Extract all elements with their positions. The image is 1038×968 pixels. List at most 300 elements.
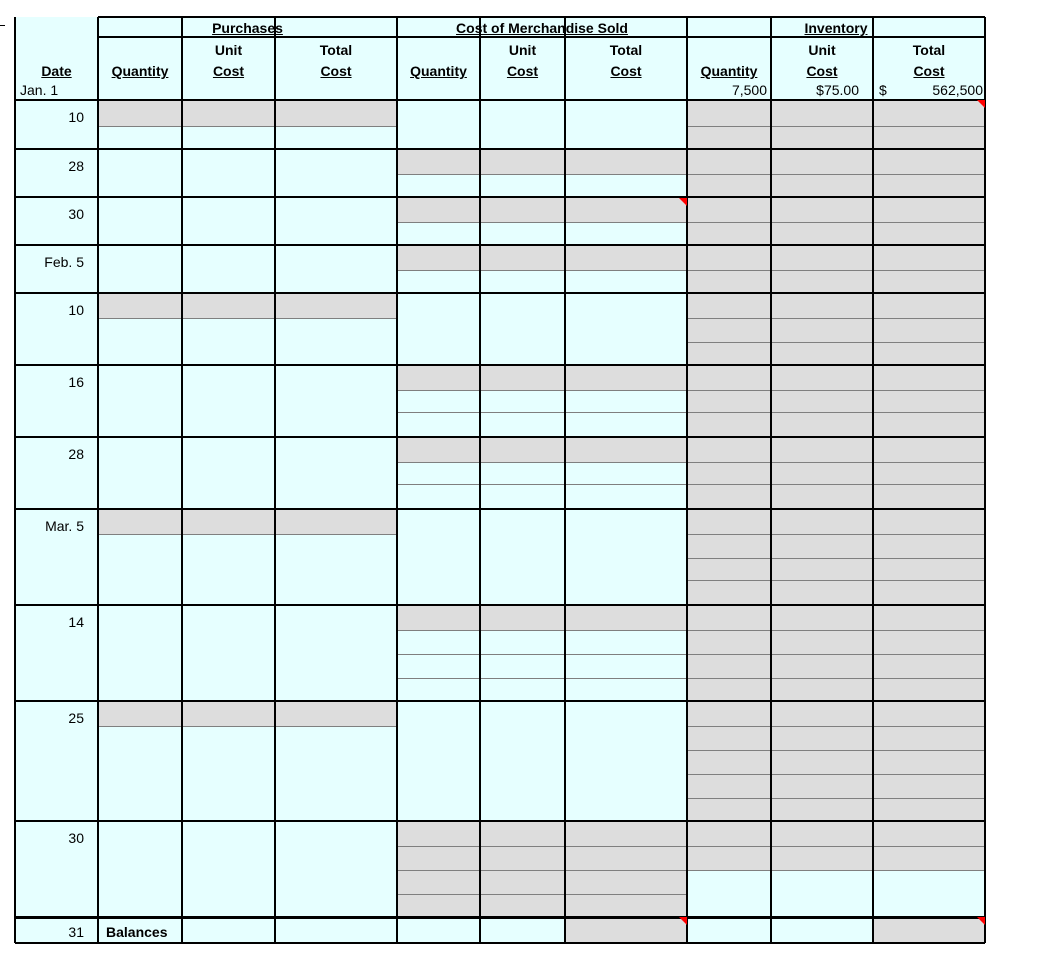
c-qty-input [397, 246, 480, 270]
i-unit-input [771, 412, 873, 436]
i-qty-input [687, 606, 771, 630]
i-unit-input [771, 678, 873, 700]
p-total-input[interactable] [275, 246, 397, 292]
i-unit-input [771, 630, 873, 654]
comment-marker-icon [679, 917, 687, 925]
p-total-input[interactable] [275, 150, 397, 196]
p-total-input [275, 101, 397, 126]
i-unit-balance-input[interactable] [771, 919, 873, 942]
i-qty-balance-input[interactable] [687, 919, 771, 942]
row-date: 10 [68, 302, 84, 318]
c-unit-input[interactable] [480, 462, 565, 484]
bottom-rule [687, 942, 985, 944]
i-qty-input [687, 630, 771, 654]
purchases-total-cost-heading: Cost [320, 63, 352, 79]
c-total-input [565, 438, 687, 462]
i-qty-input [687, 126, 771, 148]
i-unit-input[interactable] [771, 870, 873, 916]
c-qty-input[interactable] [397, 390, 480, 412]
line-rule [687, 678, 985, 679]
i-unit-input [771, 174, 873, 196]
header-group-rule [98, 36, 985, 38]
c-unit-input [480, 846, 565, 870]
line-rule [687, 412, 985, 413]
i-unit-input [771, 534, 873, 558]
p-qty-input[interactable] [98, 126, 182, 148]
i-qty-input [687, 390, 771, 412]
line-rule [687, 222, 985, 223]
i-unit-input [771, 822, 873, 846]
row-date: 28 [68, 158, 84, 174]
c-qty-input[interactable] [397, 702, 480, 820]
c-unit-input [480, 366, 565, 390]
column-rule [181, 17, 183, 943]
purchases-unit-cost-heading: Cost [212, 63, 245, 79]
p-unit-balance-input[interactable] [182, 919, 275, 942]
c-qty-input [397, 438, 480, 462]
i-qty-input [687, 150, 771, 174]
i-unit-input [771, 654, 873, 678]
i-qty-input [687, 798, 771, 820]
p-qty-input[interactable] [98, 198, 182, 244]
c-unit-input[interactable] [480, 101, 565, 148]
p-total-input[interactable] [275, 198, 397, 244]
line-rule [98, 534, 397, 535]
c-qty-input[interactable] [397, 484, 480, 508]
p-qty-input[interactable] [98, 318, 182, 364]
opening-currency: $ [879, 82, 887, 98]
p-total-input [275, 510, 397, 534]
i-unit-input [771, 484, 873, 508]
i-qty-input [687, 222, 771, 244]
opening-date: Jan. 1 [20, 82, 59, 98]
i-qty-input [687, 654, 771, 678]
comment-marker-icon [977, 917, 985, 925]
row-date: Feb. 5 [44, 254, 84, 270]
p-qty-input[interactable] [98, 534, 182, 604]
p-unit-input[interactable] [182, 534, 275, 604]
i-total-input [873, 678, 985, 700]
c-total-input[interactable] [565, 270, 687, 292]
c-total-input[interactable] [565, 390, 687, 412]
line-rule [397, 270, 687, 271]
p-total-input[interactable] [275, 726, 397, 820]
c-unit-input [480, 894, 565, 916]
c-qty-input[interactable] [397, 462, 480, 484]
i-qty-input [687, 246, 771, 270]
line-rule [397, 462, 687, 463]
c-qty-input[interactable] [397, 101, 480, 148]
line-rule [687, 342, 985, 343]
i-qty-input [687, 270, 771, 292]
p-unit-input[interactable] [182, 726, 275, 820]
inventory-total-cost-heading: Cost [913, 63, 945, 79]
c-qty-input [397, 606, 480, 630]
line-rule [397, 222, 687, 223]
c-unit-input[interactable] [480, 412, 565, 436]
p-total-input [275, 702, 397, 726]
p-unit-input[interactable] [182, 438, 275, 508]
i-qty-input [687, 534, 771, 558]
c-total-input[interactable] [565, 462, 687, 484]
i-total-input [873, 390, 985, 412]
row-date: 28 [68, 446, 84, 462]
i-unit-input [771, 774, 873, 798]
i-qty-input [687, 462, 771, 484]
c-qty-input[interactable] [397, 222, 480, 244]
i-total-input [873, 126, 985, 148]
i-unit-input [771, 726, 873, 750]
opening-unit-cost: $75.00 [816, 82, 859, 98]
i-qty-input [687, 750, 771, 774]
line-rule [687, 270, 985, 271]
p-qty-input[interactable] [98, 246, 182, 292]
p-qty-input[interactable] [98, 366, 182, 436]
inventory-unit-heading: Unit [808, 42, 836, 58]
i-qty-input [687, 366, 771, 390]
cogs-total-heading: Total [609, 42, 643, 58]
p-unit-input[interactable] [182, 318, 275, 364]
p-unit-input[interactable] [182, 150, 275, 196]
c-total-input[interactable] [565, 484, 687, 508]
c-qty-input[interactable] [397, 678, 480, 700]
c-unit-input [480, 150, 565, 174]
i-unit-input [771, 342, 873, 364]
i-total-input [873, 798, 985, 820]
p-unit-input [182, 294, 275, 318]
p-unit-input[interactable] [182, 198, 275, 244]
c-unit-input[interactable] [480, 654, 565, 678]
c-total-input[interactable] [565, 101, 687, 148]
i-unit-input [771, 198, 873, 222]
c-total-input[interactable] [565, 678, 687, 700]
i-total-input [873, 580, 985, 604]
i-unit-input [771, 846, 873, 870]
p-total-input[interactable] [275, 318, 397, 364]
c-unit-input [480, 438, 565, 462]
purchases-heading: Purchases [212, 20, 283, 36]
line-rule [687, 630, 985, 631]
column-rule [984, 17, 986, 943]
c-qty-input [397, 198, 480, 222]
i-unit-input [771, 294, 873, 318]
i-unit-input [771, 126, 873, 148]
opening-total-cost: 562,500 [932, 82, 983, 98]
i-unit-input [771, 222, 873, 244]
c-qty-input[interactable] [397, 630, 480, 654]
p-total-input[interactable] [275, 366, 397, 436]
i-qty-input [687, 678, 771, 700]
line-rule [687, 126, 985, 127]
c-unit-input[interactable] [480, 702, 565, 820]
line-rule [98, 126, 397, 127]
c-qty-balance-input[interactable] [397, 919, 480, 942]
i-qty-input [687, 558, 771, 580]
i-total-input [873, 534, 985, 558]
line-rule [397, 484, 687, 485]
c-total-input [565, 150, 687, 174]
p-qty-input[interactable] [98, 606, 182, 700]
balances-date: 31 [68, 924, 84, 940]
comment-marker-icon [977, 100, 985, 108]
c-unit-input[interactable] [480, 630, 565, 654]
i-total-input [873, 462, 985, 484]
line-rule [397, 390, 687, 391]
c-unit-input[interactable] [480, 174, 565, 196]
i-qty-input [687, 342, 771, 364]
line-rule [98, 318, 397, 319]
purchases-quantity-heading: Quantity [111, 63, 169, 79]
i-unit-input [771, 558, 873, 580]
c-total-balance [565, 919, 687, 942]
i-unit-input [771, 366, 873, 390]
i-total-input [873, 174, 985, 196]
purchases-total-heading: Total [319, 42, 353, 58]
bottom-rule [15, 942, 687, 944]
i-qty-input [687, 726, 771, 750]
i-total-input [873, 630, 985, 654]
i-total-input [873, 366, 985, 390]
column-rule [770, 17, 772, 943]
i-unit-input [771, 606, 873, 630]
i-total-input [873, 774, 985, 798]
c-total-input[interactable] [565, 654, 687, 678]
column-rule [686, 17, 688, 943]
c-total-input[interactable] [565, 412, 687, 436]
line-rule [687, 462, 985, 463]
i-unit-input [771, 246, 873, 270]
i-total-balance [873, 919, 985, 942]
p-total-input[interactable] [275, 822, 397, 916]
line-rule [397, 894, 687, 895]
comment-marker-icon [679, 198, 687, 206]
line-rule [397, 654, 687, 655]
i-unit-input [771, 318, 873, 342]
i-total-input [873, 510, 985, 534]
i-total-input [873, 438, 985, 462]
c-qty-input [397, 894, 480, 916]
i-qty-input [687, 484, 771, 508]
i-qty-input [687, 510, 771, 534]
p-qty-input [98, 510, 182, 534]
line-rule [687, 774, 985, 775]
cogs-quantity-heading: Quantity [410, 63, 467, 79]
p-total-input[interactable] [275, 606, 397, 700]
p-total-balance-input[interactable] [275, 919, 397, 942]
c-unit-input[interactable] [480, 270, 565, 292]
column-rule [396, 17, 398, 943]
i-unit-input [771, 101, 873, 126]
purchases-unit-heading: Unit [214, 42, 243, 58]
c-qty-input[interactable] [397, 510, 480, 604]
line-rule [397, 630, 687, 631]
c-qty-input [397, 846, 480, 870]
i-total-input [873, 702, 985, 726]
c-total-input [565, 366, 687, 390]
inventory-total-heading: Total [912, 42, 946, 58]
p-unit-input[interactable] [182, 246, 275, 292]
i-total-input [873, 484, 985, 508]
c-total-input[interactable] [565, 630, 687, 654]
cogs-total-cost-heading: Cost [610, 63, 642, 79]
line-rule [687, 390, 985, 391]
c-qty-input[interactable] [397, 654, 480, 678]
i-unit-input [771, 390, 873, 412]
p-total-input[interactable] [275, 438, 397, 508]
c-total-input [565, 198, 687, 222]
i-qty-input [687, 294, 771, 318]
i-qty-input [687, 702, 771, 726]
c-qty-input [397, 366, 480, 390]
c-total-input[interactable] [565, 294, 687, 364]
cogs-unit-cost-heading: Cost [506, 63, 539, 79]
c-total-input [565, 822, 687, 846]
c-total-input[interactable] [565, 222, 687, 244]
c-unit-input[interactable] [480, 294, 565, 364]
line-rule [687, 870, 985, 871]
i-qty-input [687, 438, 771, 462]
i-total-input [873, 606, 985, 630]
i-total-input [873, 558, 985, 580]
line-rule [397, 678, 687, 679]
line-rule [98, 726, 397, 727]
i-total-input [873, 822, 985, 846]
c-unit-input[interactable] [480, 678, 565, 700]
line-rule [687, 750, 985, 751]
i-qty-input [687, 198, 771, 222]
c-total-input [565, 846, 687, 870]
c-qty-input[interactable] [397, 412, 480, 436]
p-qty-input [98, 702, 182, 726]
i-unit-input [771, 798, 873, 820]
column-rule [97, 17, 99, 943]
c-unit-input [480, 246, 565, 270]
p-qty-input[interactable] [98, 726, 182, 820]
c-unit-input[interactable] [480, 390, 565, 412]
i-unit-input [771, 150, 873, 174]
column-rule [872, 17, 874, 943]
i-unit-input [771, 270, 873, 292]
c-qty-input[interactable] [397, 294, 480, 364]
row-date: 25 [68, 710, 84, 726]
column-rule [14, 17, 16, 943]
c-total-input [565, 246, 687, 270]
row-date: 14 [68, 614, 84, 630]
i-unit-input [771, 510, 873, 534]
p-qty-input[interactable] [98, 822, 182, 916]
c-qty-input [397, 822, 480, 846]
line-rule [687, 726, 985, 727]
c-unit-input[interactable] [480, 510, 565, 604]
i-qty-input[interactable] [687, 870, 771, 916]
i-total-input [873, 270, 985, 292]
row-date: 10 [68, 109, 84, 125]
p-qty-input [98, 101, 182, 126]
i-unit-input [771, 462, 873, 484]
line-rule [687, 846, 985, 847]
p-qty-input[interactable] [98, 438, 182, 508]
inventory-unit-cost-heading: Cost [806, 63, 838, 79]
i-total-input [873, 222, 985, 244]
i-total-input [873, 654, 985, 678]
i-total-input [873, 412, 985, 436]
p-unit-input[interactable] [182, 366, 275, 436]
c-unit-input [480, 822, 565, 846]
i-qty-input [687, 174, 771, 196]
p-unit-input[interactable] [182, 126, 275, 148]
cogs-heading: Cost of Merchandise Sold [456, 20, 628, 36]
p-total-input[interactable] [275, 534, 397, 604]
i-total-input [873, 294, 985, 318]
i-qty-input [687, 822, 771, 846]
line-rule [397, 870, 687, 871]
line-rule [687, 580, 985, 581]
date-heading: Date [41, 63, 72, 79]
c-unit-input [480, 870, 565, 894]
c-total-input[interactable] [565, 174, 687, 196]
c-unit-input [480, 606, 565, 630]
cogs-unit-heading: Unit [508, 42, 537, 58]
p-qty-input[interactable] [98, 150, 182, 196]
column-rule [274, 17, 276, 943]
i-unit-input [771, 750, 873, 774]
i-total-input [873, 342, 985, 364]
opening-quantity: 7,500 [731, 82, 767, 98]
c-total-input [565, 606, 687, 630]
line-rule [687, 174, 985, 175]
i-total-input [873, 726, 985, 750]
line-rule [687, 798, 985, 799]
c-qty-input [397, 870, 480, 894]
i-unit-input [771, 702, 873, 726]
i-total-input [873, 318, 985, 342]
c-total-input [565, 894, 687, 916]
row-date: 30 [68, 830, 84, 846]
c-unit-input [480, 198, 565, 222]
row-date: 30 [68, 206, 84, 222]
p-unit-input[interactable] [182, 606, 275, 700]
row-date: 16 [68, 374, 84, 390]
i-total-input[interactable] [873, 870, 985, 916]
i-unit-input [771, 438, 873, 462]
i-total-input [873, 150, 985, 174]
inventory-heading: Inventory [804, 20, 868, 36]
c-unit-balance-input[interactable] [480, 919, 565, 942]
c-qty-input [397, 150, 480, 174]
i-total-input [873, 101, 985, 126]
i-qty-input [687, 318, 771, 342]
p-total-input[interactable] [275, 126, 397, 148]
c-unit-input[interactable] [480, 222, 565, 244]
i-qty-input [687, 101, 771, 126]
line-rule [397, 846, 687, 847]
c-qty-input[interactable] [397, 174, 480, 196]
p-unit-input [182, 510, 275, 534]
p-unit-input[interactable] [182, 822, 275, 916]
column-rule [479, 17, 481, 943]
c-total-input [565, 870, 687, 894]
line-rule [397, 412, 687, 413]
c-total-input[interactable] [565, 702, 687, 820]
i-total-input [873, 246, 985, 270]
c-total-input[interactable] [565, 510, 687, 604]
c-qty-input[interactable] [397, 270, 480, 292]
p-unit-input [182, 702, 275, 726]
balances-label: Balances [106, 924, 168, 940]
i-qty-input [687, 412, 771, 436]
c-unit-input[interactable] [480, 484, 565, 508]
i-qty-input [687, 580, 771, 604]
